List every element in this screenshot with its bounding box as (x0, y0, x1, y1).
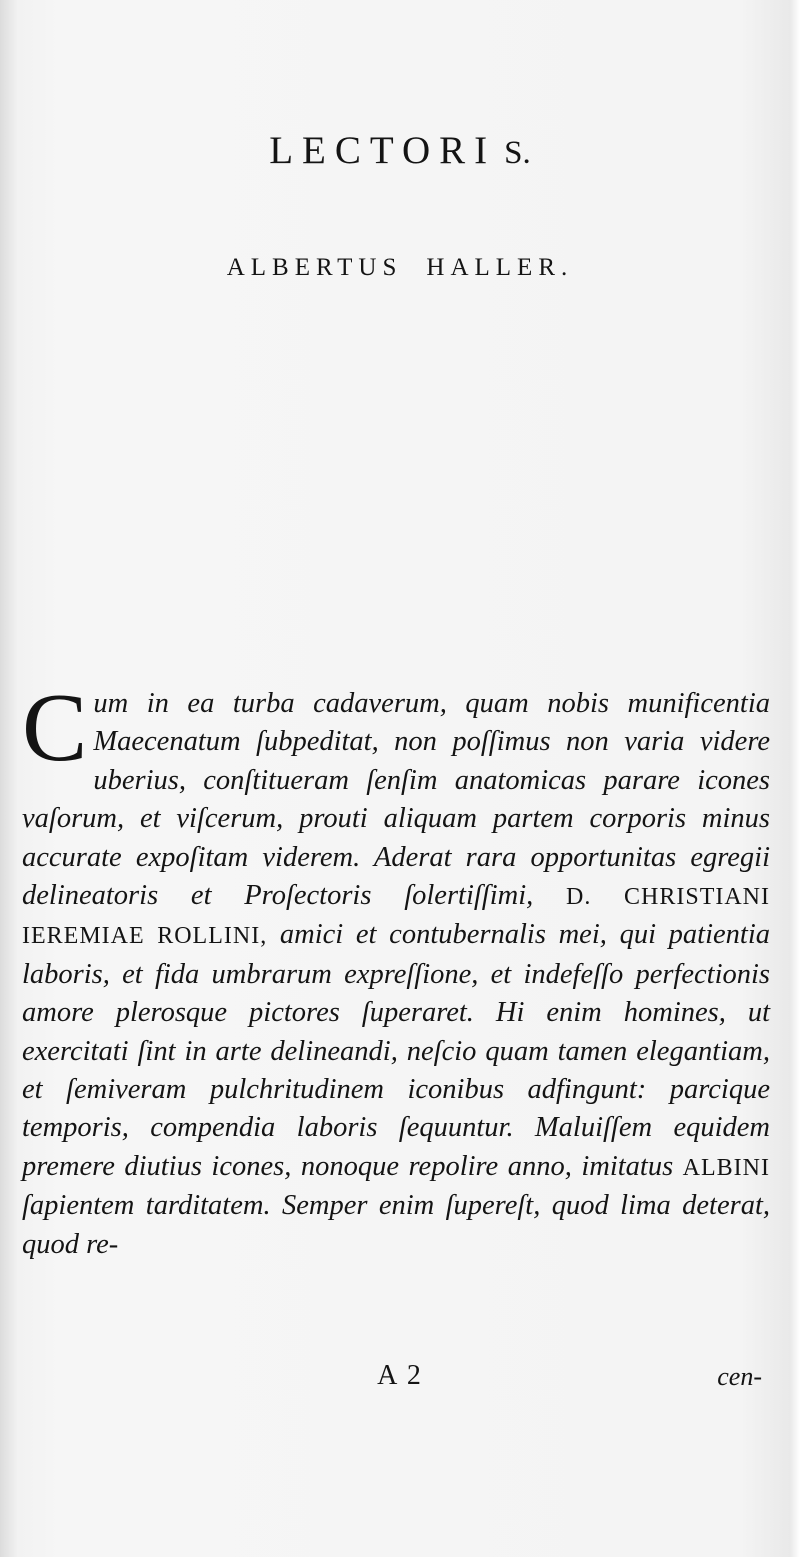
body-paragraph (22, 674, 771, 1264)
author-first-name: ALBERTUS (226, 254, 403, 281)
page-title (0, 128, 800, 173)
author-line (0, 254, 800, 282)
title-suffix: S. (504, 135, 531, 171)
body-text-part-2: amici et contubernalis mei, qui patientia laboris, et fida umbrarum expreſſione, et indefeſſo perfectionis amore plerosque pictores ſuperaret. Hi enim homines, ut exercitati ſint in arte delineandi, neſcio quam tamen elegantiam, et ſemiveram pulchritudinem iconibus adfingunt: parcique temporis, compendia laboris ſequuntur. Maluiſſem equidem premere diutius icones, nonoque repolire anno, imitatus (22, 919, 771, 1182)
name-rollini: D. CHRISTIANI IEREMIAE ROLLINI, (22, 884, 771, 950)
drop-capital: C (22, 674, 88, 782)
catchword: cen- (717, 1362, 762, 1391)
signature-mark: A 2 (377, 1360, 423, 1391)
show-through-text (40, 150, 760, 710)
title-word: LECTORI (269, 129, 497, 172)
author-last-name: HALLER. (426, 254, 574, 281)
name-albini: ALBINI (682, 1154, 770, 1181)
body-text-part-3: ſapientem tarditatem. Semper enim ſupereſt, quod lima deterat, quod re- (22, 1190, 770, 1260)
body-text-part-1: um in ea turba cadaverum, quam nobis munificentia Maecenatum ſubpeditat, non poſſimus non varia videre uberius, conſtitueram ſenſim anatomicas parare icones vaſorum, et viſcerum, prouti aliquam partem corporis minus accurate expoſitam viderem. Aderat rara opportunitas egregii delineatoris et Proſectoris ſolertiſſimi, (22, 688, 770, 912)
